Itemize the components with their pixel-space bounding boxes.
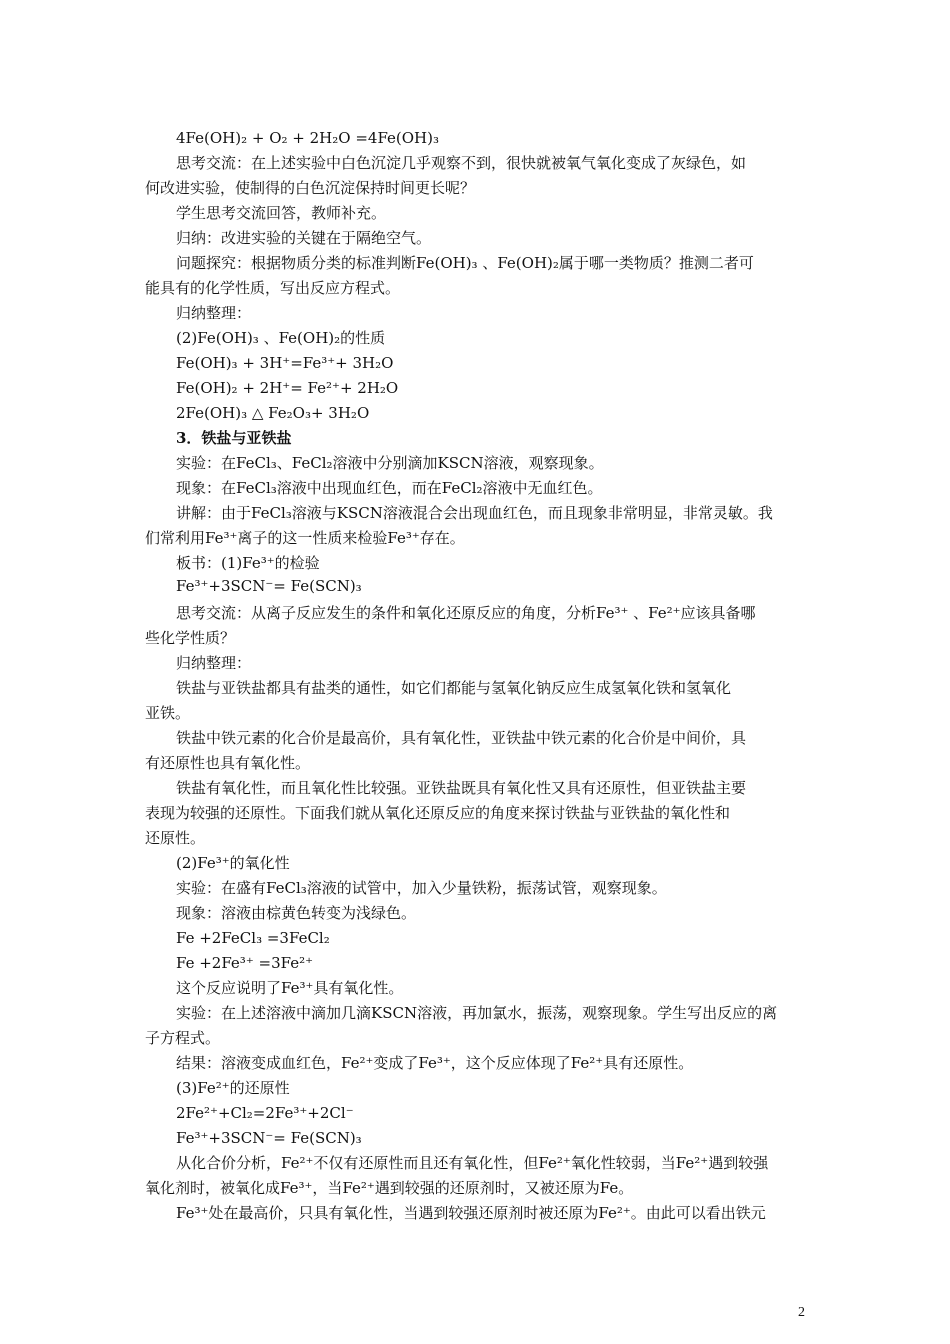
equation-line: 2Fe²⁺+Cl₂=2Fe³⁺+2Cl⁻ (176, 1104, 354, 1122)
paragraph-line: 子方程式。 (145, 1029, 221, 1047)
paragraph-line: 归纳整理： (176, 304, 252, 322)
paragraph-line: 现象：溶液由棕黄色转变为浅绿色。 (176, 904, 417, 922)
equation-line: 2Fe(OH)₃ △ Fe₂O₃+ 3H₂O (176, 404, 370, 422)
paragraph-line: 何改进实验，使制得的白色沉淀保持时间更长呢？ (145, 179, 476, 197)
subheading-line: (2)Fe(OH)₃ 、Fe(OH)₂的性质 (176, 329, 386, 347)
page-number: 2 (798, 1305, 805, 1320)
paragraph-line: 铁盐与亚铁盐都具有盐类的通性，如它们都能与氢氧化钠反应生成氢氧化铁和氢氧化 (176, 679, 732, 697)
paragraph-line: 归纳：改进实验的关键在于隔绝空气。 (176, 229, 432, 247)
paragraph-line: Fe³⁺处在最高价，只具有氧化性，当遇到较强还原剂时被还原为Fe²⁺。由此可以看出铁元 (176, 1204, 766, 1222)
paragraph-line: 从化合价分析，Fe²⁺不仅有还原性而且还有氧化性，但Fe²⁺氧化性较弱，当Fe²⁺遇到较强 (176, 1154, 769, 1172)
equation-line: Fe(OH)₂ + 2H⁺= Fe²⁺+ 2H₂O (176, 379, 399, 397)
subheading-line: (2)Fe³⁺的氧化性 (176, 854, 290, 872)
paragraph-line: 归纳整理： (176, 654, 252, 672)
paragraph-line: 板书：(1)Fe³⁺的检验 (176, 554, 320, 572)
paragraph-line: 思考交流：从离子反应发生的条件和氧化还原反应的角度，分析Fe³⁺ 、Fe²⁺应该具备哪 (176, 604, 756, 622)
paragraph-line: 讲解：由于FeCl₃溶液与KSCN溶液混合会出现血红色，而且现象非常明显，非常灵敏。我 (176, 504, 773, 522)
paragraph-line: 实验：在FeCl₃、FeCl₂溶液中分别滴加KSCN溶液，观察现象。 (176, 454, 604, 472)
section-heading: 3．铁盐与亚铁盐 (176, 429, 292, 447)
paragraph-line: 思考交流：在上述实验中白色沉淀几乎观察不到，很快就被氧气氧化变成了灰绿色，如 (176, 154, 747, 172)
paragraph-line: 结果：溶液变成血红色，Fe²⁺变成了Fe³⁺，这个反应体现了Fe²⁺具有还原性。 (176, 1054, 694, 1072)
paragraph-line: 们常利用Fe³⁺离子的这一性质来检验Fe³⁺存在。 (145, 529, 465, 547)
paragraph-line: 现象：在FeCl₃溶液中出现血红色，而在FeCl₂溶液中无血红色。 (176, 479, 603, 497)
equation-line: Fe +2FeCl₃ =3FeCl₂ (176, 929, 330, 947)
equation-line: Fe³⁺+3SCN⁻= Fe(SCN)₃ (176, 577, 362, 595)
paragraph-line: 铁盐有氧化性，而且氧化性比较强。亚铁盐既具有氧化性又具有还原性，但亚铁盐主要 (176, 779, 747, 797)
paragraph-line: 实验：在上述溶液中滴加几滴KSCN溶液，再加氯水，振荡，观察现象。学生写出反应的离 (176, 1004, 778, 1022)
paragraph-line: 实验：在盛有FeCl₃溶液的试管中，加入少量铁粉，振荡试管，观察现象。 (176, 879, 667, 897)
paragraph-line: 氧化剂时，被氧化成Fe³⁺，当Fe²⁺遇到较强的还原剂时，又被还原为Fe。 (145, 1179, 634, 1197)
paragraph-line: 铁盐中铁元素的化合价是最高价，具有氧化性，亚铁盐中铁元素的化合价是中间价，具 (176, 729, 747, 747)
paragraph-line: 表现为较强的还原性。下面我们就从氧化还原反应的角度来探讨铁盐与亚铁盐的氧化性和 (145, 804, 731, 822)
equation-line: 4Fe(OH)₂ + O₂ + 2H₂O =4Fe(OH)₃ (176, 129, 439, 147)
paragraph-line: 有还原性也具有氧化性。 (145, 754, 311, 772)
paragraph-line: 能具有的化学性质，写出反应方程式。 (145, 279, 401, 297)
paragraph-line: 些化学性质？ (145, 629, 236, 647)
equation-line: Fe +2Fe³⁺ =3Fe²⁺ (176, 954, 314, 972)
paragraph-line: 学生思考交流回答，教师补充。 (176, 204, 387, 222)
paragraph-line: 亚铁。 (145, 704, 191, 722)
equation-line: Fe(OH)₃ + 3H⁺=Fe³⁺+ 3H₂O (176, 354, 394, 372)
paragraph-line: 问题探究：根据物质分类的标准判断Fe(OH)₃ 、Fe(OH)₂属于哪一类物质？推测二者可 (176, 254, 754, 272)
equation-line: Fe³⁺+3SCN⁻= Fe(SCN)₃ (176, 1129, 362, 1147)
subheading-line: (3)Fe²⁺的还原性 (176, 1079, 290, 1097)
paragraph-line: 这个反应说明了Fe³⁺具有氧化性。 (176, 979, 404, 997)
paragraph-line: 还原性。 (145, 829, 206, 847)
